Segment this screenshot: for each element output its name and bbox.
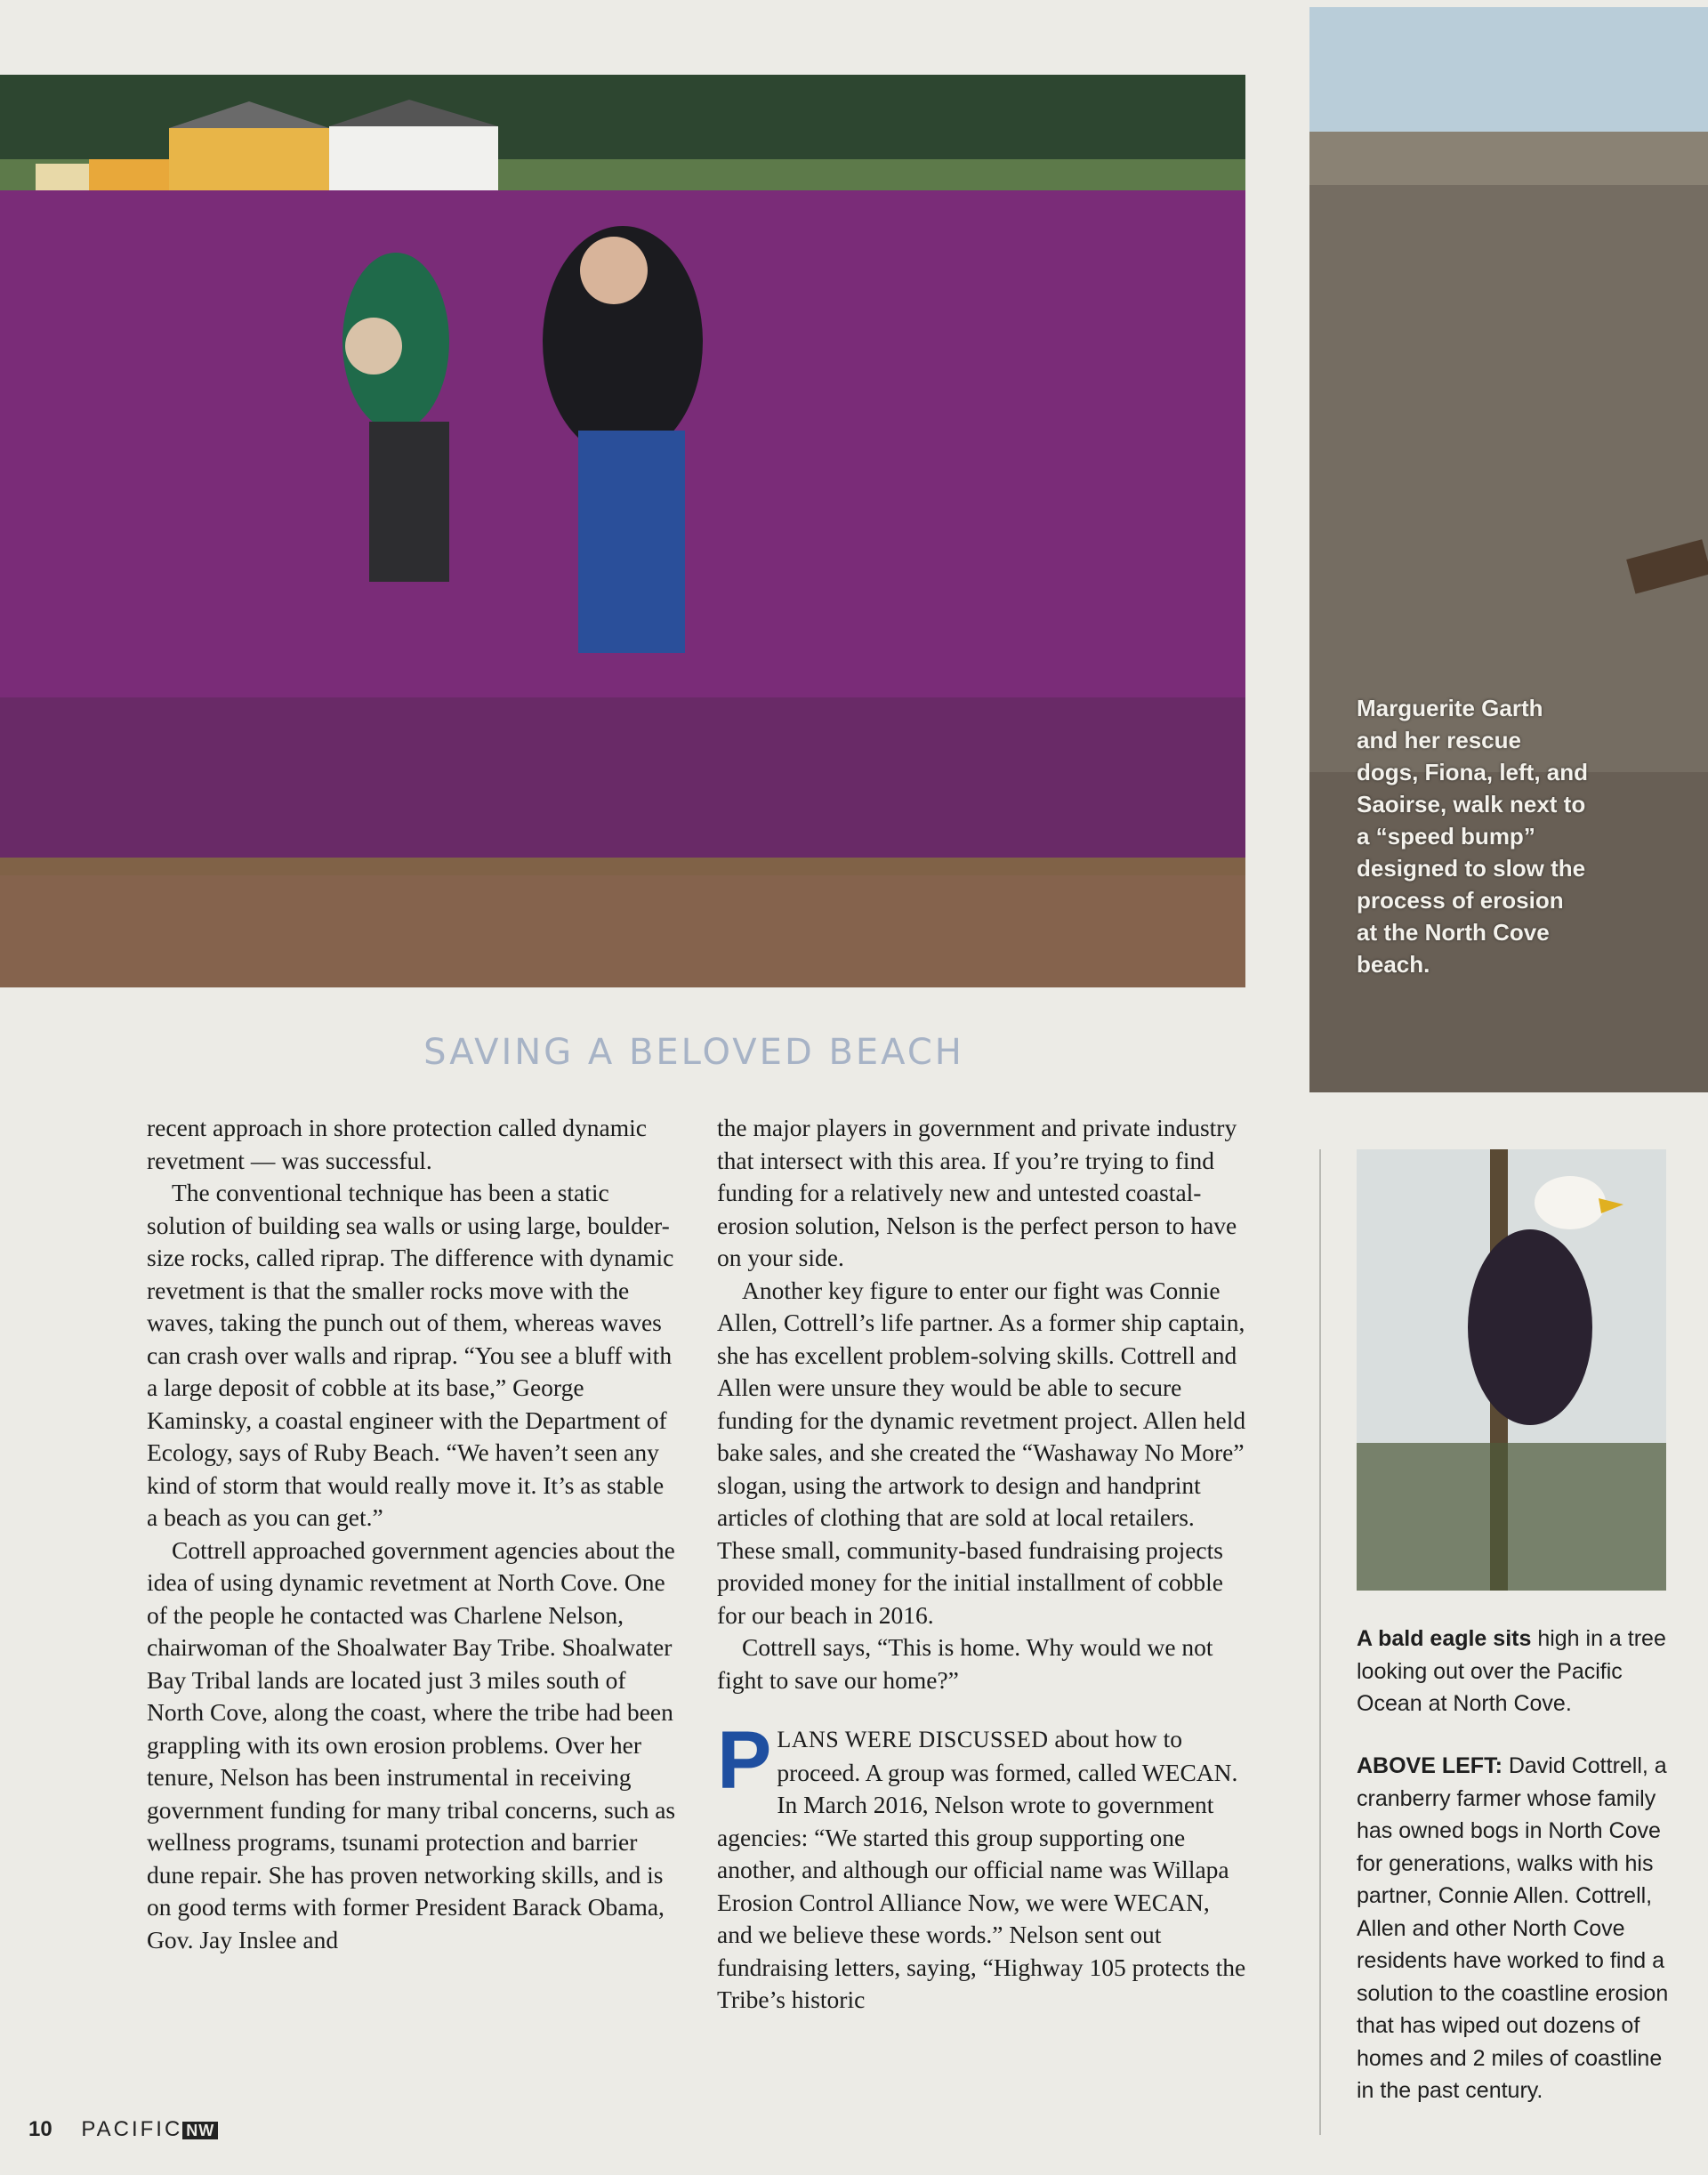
paragraph: The conventional technique has been a static solution of building sea walls or using large, boulder-size rocks, called riprap. The difference with dynamic revetment is that the smaller rocks move with the waves, taking the punch out of them, whereas waves can crash over walls and riprap. “You see a bluff with a large deposit of cobble at its base,” George Kaminsky, a coastal engineer with the Department of Ecology, says of Ruby Beach. “We haven’t seen any kind of storm that would really move it. It’s as stable a beach as you can get.” [147,1179,674,1531]
article-column-middle [717,1112,1251,2017]
caption-lead: ABOVE LEFT: [1357,1753,1503,1778]
above-left-caption [1357,1750,1677,2107]
cranberry-bog-photo [0,75,1245,987]
caption-lead: A bald eagle sits [1357,1626,1532,1651]
caption-text: David Cottrell, a cranberry farmer whose family has owned bogs in North Cove for generations, walks with his partner, Connie Allen. Cottrell, Allen and other North Cove residents have worked to find a solution to the coastline erosion that has wiped out dozens of homes and 2 miles of coastline in the past century. [1357,1753,1669,2103]
eagle-photo-caption [1357,1623,1677,1720]
paragraph: Cottrell says, “This is home. Why would we not fight to save our home?” [717,1633,1213,1694]
paragraph-with-dropcap [717,1715,1251,2017]
paragraph: Cottrell approached government agencies about the idea of using dynamic revetment at North Cove. One of the people he contacted was Charlene Nelson, chairwoman of the Shoalwater Bay Tribe. Shoalwater Bay Tribal lands are located just 3 miles south of North Cove, along the coast, where the tribe had been grappling with its own erosion problems. Over her tenure, Nelson has been instrumental in receiving government funding for many tribal concerns, such as wellness programs, tsunami protection and barrier dune repair. She has proven networking skills, and is on good terms with former President Barack Obama, Gov. Jay Inslee and [147,1535,676,1953]
magazine-brand [81,2117,218,2141]
paragraph: Another key figure to enter our fight was Connie Allen, Cottrell’s life partner. As a former ship captain, she has excellent problem-solving skills. Cottrell and Allen were unsure they would be able to secure funding for the dynamic revetment project. Allen held bake sales, and she created the “Washaway No More” slogan, using the artwork to design and handprint articles of clothing that are sold at local retailers. These small, community-based fundraising projects provided money for the initial installment of cobble for our beach in 2016. [717,1276,1246,1629]
brand-text: PACIFIC [81,2117,183,2141]
brand-badge: NW [182,2122,218,2139]
paragraph: recent approach in shore protection called dynamic revetment — was successful. [147,1114,647,1174]
lead-in: LANS WERE DISCUSSED [777,1727,1049,1752]
paragraph-text: about how to proceed. A group was formed, called WECAN. In March 2016, Nelson wrote to government agencies: “We started this group supporting one another, and although our official name was Willapa Erosion Control Alliance Now, we were WECAN, and we believe these words.” Nelson sent out fundraising letters, saying, “Highway 105 protects the Tribe’s historic [717,1725,1246,2013]
drop-cap: P [717,1715,772,1806]
section-title: SAVING A BELOVED BEACH [423,1032,964,1073]
caption-text: high in a tree looking out over the Pacific Ocean at North Cove. [1357,1626,1666,1716]
bald-eagle-photo [1357,1149,1666,1591]
paragraph: the major players in government and private industry that intersect with this area. If you’re trying to find funding for a relatively new and untested coastal-erosion solution, Nelson is the perfect person to have on your side. [717,1114,1237,1271]
page-number: 10 [28,2117,52,2141]
column-divider [1319,1149,1321,2135]
article-column-left [147,1112,681,1956]
beach-photo-caption: Marguerite Garth and her rescue dogs, Fiona, left, and Saoirse, walk next to a “speed bump” designed to slow the process of erosion at the North Cove beach. [1357,695,1588,978]
cranberry-bog-illustration [0,75,1245,987]
page-footer [28,2117,218,2142]
eagle-illustration [1357,1149,1666,1591]
